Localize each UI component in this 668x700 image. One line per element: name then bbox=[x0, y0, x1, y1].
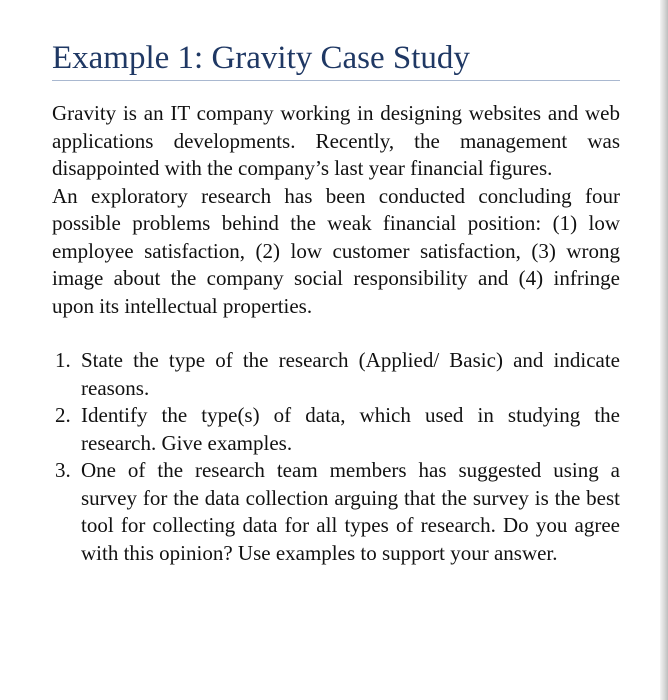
question-list bbox=[52, 347, 620, 567]
page-edge-shadow bbox=[660, 0, 668, 700]
question-number: 2. bbox=[55, 403, 71, 427]
case-paragraph-intro: Gravity is an IT company working in designing websites and web applications developments. Recently, the management was disappointed with the company’s last year financial figures. bbox=[52, 101, 620, 180]
question-number: 1. bbox=[55, 348, 71, 372]
question-text: One of the research team members has suggested using a survey for the data collection arguing that the survey is the best tool for collecting data for all types of research. Do you agree with this opinion? Use examples to support your answer. bbox=[81, 458, 620, 565]
question-number: 3. bbox=[55, 458, 71, 482]
title-underline bbox=[52, 80, 620, 81]
slide-title: Example 1: Gravity Case Study bbox=[52, 40, 470, 76]
question-item bbox=[52, 457, 620, 567]
question-text: State the type of the research (Applied/ Basic) and indicate reasons. bbox=[81, 348, 620, 400]
question-item bbox=[52, 402, 620, 457]
case-paragraph-research: An exploratory research has been conducted concluding four possible problems behind the weak financial position: (1) low employee satisfaction, (2) low customer satisfaction, (3) wrong image about the company social responsibility and (4) infringe upon its intellectual properties. bbox=[52, 183, 620, 318]
slide-body bbox=[52, 100, 620, 567]
question-item bbox=[52, 347, 620, 402]
question-text: Identify the type(s) of data, which used in studying the research. Give examples. bbox=[81, 403, 620, 455]
